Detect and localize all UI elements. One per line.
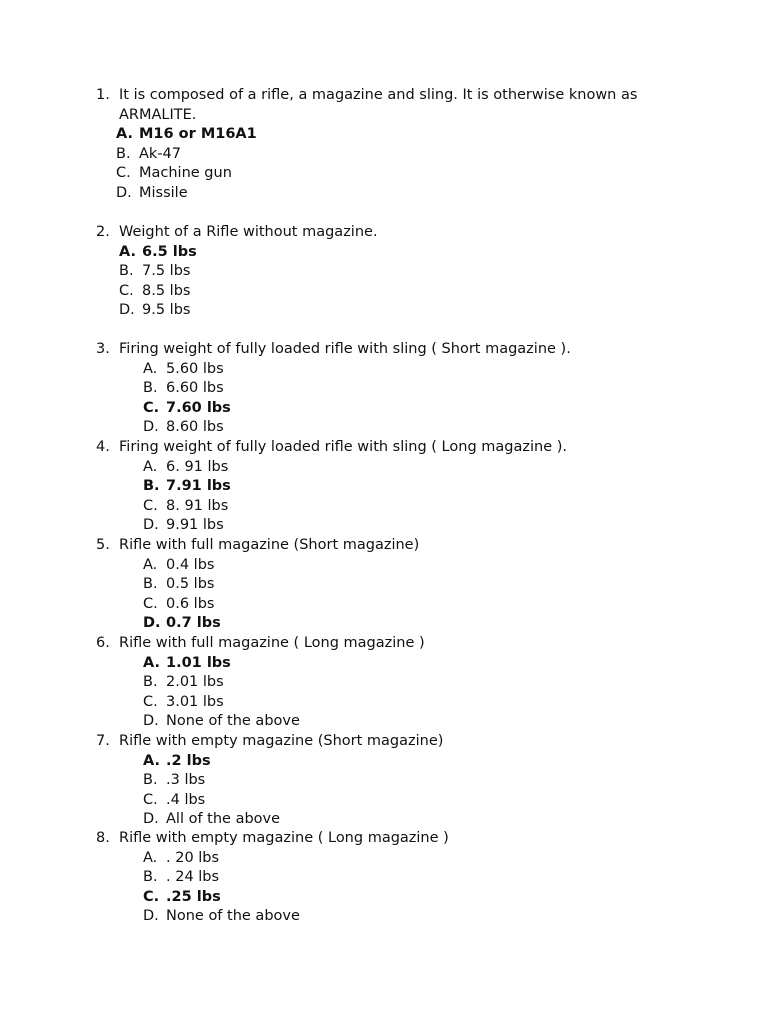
question-text: Firing weight of fully loaded rifle with sling ( Short magazine ). (119, 341, 571, 357)
option-a (143, 654, 696, 674)
option-a (143, 849, 696, 869)
option-text: None of the above (166, 713, 300, 730)
question-4 (96, 438, 696, 536)
option-text: 6. 91 lbs (166, 458, 229, 475)
option-text: All of the above (166, 811, 281, 828)
option-letter: D. (143, 419, 159, 436)
question-number: 8. (96, 830, 110, 846)
option-letter: B. (143, 380, 158, 397)
option-a (143, 752, 696, 772)
option-letter: C. (119, 282, 134, 299)
question-8 (96, 829, 696, 927)
option-letter: C. (143, 888, 160, 905)
option-letter: A. (143, 752, 160, 769)
question-text: It is composed of a rifle, a magazine and sling. It is otherwise known as ARMALITE. (119, 87, 638, 123)
option-letter: A. (143, 654, 160, 671)
option-text: 3.01 lbs (166, 693, 224, 710)
option-text: 0.6 lbs (166, 595, 215, 612)
option-letter: A. (143, 458, 158, 475)
question-text: Rifle with empty magazine (Short magazine) (119, 733, 444, 749)
option-text: . 20 lbs (166, 849, 220, 866)
option-letter: D. (143, 908, 159, 925)
option-text: Machine gun (139, 165, 232, 182)
question-3 (96, 340, 696, 438)
option-text: .4 lbs (166, 791, 206, 808)
option-a (143, 556, 696, 576)
option-letter: B. (143, 576, 158, 593)
option-letter: C. (143, 399, 160, 416)
option-b (143, 868, 696, 888)
option-letter: C. (143, 497, 158, 514)
option-text: 7.5 lbs (142, 263, 191, 280)
option-letter: B. (143, 772, 158, 789)
option-text: Ak-47 (139, 145, 181, 162)
question-number: 5. (96, 537, 110, 553)
option-d (143, 516, 696, 536)
option-text: 5.60 lbs (166, 360, 224, 377)
option-b (119, 262, 696, 282)
option-text: .2 lbs (166, 752, 211, 769)
option-text: 0.5 lbs (166, 576, 215, 593)
option-d (143, 418, 696, 438)
question-1 (96, 86, 696, 203)
question-number: 6. (96, 635, 110, 651)
question-text: Rifle with full magazine ( Long magazine ) (119, 635, 425, 651)
option-letter: A. (143, 556, 158, 573)
option-b (143, 771, 696, 791)
option-c (116, 164, 696, 184)
question-7 (96, 732, 696, 830)
option-letter: A. (116, 126, 133, 142)
option-text: 6.60 lbs (166, 380, 224, 397)
option-b (143, 477, 696, 497)
option-letter: C. (143, 595, 158, 612)
option-c (143, 595, 696, 615)
option-letter: A. (143, 360, 158, 377)
option-c (143, 693, 696, 713)
option-b (143, 379, 696, 399)
option-letter: C. (116, 165, 131, 182)
option-b (143, 673, 696, 693)
option-letter: A. (143, 849, 158, 866)
option-b (143, 575, 696, 595)
option-letter: B. (119, 263, 134, 280)
question-6 (96, 634, 696, 732)
option-text: 8.60 lbs (166, 419, 224, 436)
option-text: 8.5 lbs (142, 282, 191, 299)
question-text: Rifle with empty magazine ( Long magazine ) (119, 830, 449, 846)
question-number: 3. (96, 341, 110, 357)
option-a (143, 360, 696, 380)
option-letter: D. (119, 302, 135, 319)
option-d (116, 184, 696, 204)
option-text: 2.01 lbs (166, 674, 224, 691)
option-text: 9.91 lbs (166, 517, 224, 534)
question-5 (96, 536, 696, 634)
question-number: 1. (96, 87, 110, 103)
option-text: .25 lbs (166, 888, 221, 905)
option-letter: D. (143, 615, 161, 632)
question-text: Rifle with full magazine (Short magazine) (119, 537, 420, 553)
option-text: 8. 91 lbs (166, 497, 229, 514)
option-c (143, 399, 696, 419)
option-letter: B. (143, 869, 158, 886)
option-c (143, 791, 696, 811)
option-text: 9.5 lbs (142, 302, 191, 319)
option-text: .3 lbs (166, 772, 206, 789)
option-d (119, 301, 696, 321)
option-text: 1.01 lbs (166, 654, 231, 671)
question-number: 2. (96, 224, 110, 240)
option-d (143, 907, 696, 927)
option-a (119, 243, 696, 263)
option-letter: B. (143, 478, 160, 495)
question-2 (96, 223, 696, 321)
option-letter: D. (143, 713, 159, 730)
option-letter: B. (143, 674, 158, 691)
option-text: . 24 lbs (166, 869, 220, 886)
option-c (143, 497, 696, 517)
option-text: 0.4 lbs (166, 556, 215, 573)
option-letter: D. (116, 184, 132, 201)
option-letter: A. (119, 243, 136, 260)
option-a (116, 125, 696, 145)
option-letter: D. (143, 517, 159, 534)
option-text: 6.5 lbs (142, 243, 197, 260)
option-d (143, 614, 696, 634)
question-number: 4. (96, 439, 110, 455)
question-text: Weight of a Rifle without magazine. (119, 224, 378, 240)
option-d (143, 712, 696, 732)
option-b (116, 145, 696, 165)
option-letter: C. (143, 693, 158, 710)
option-letter: C. (143, 791, 158, 808)
question-number: 7. (96, 733, 110, 749)
option-text: M16 or M16A1 (139, 126, 257, 142)
option-c (143, 888, 696, 908)
option-c (119, 282, 696, 302)
option-text: 0.7 lbs (166, 615, 221, 632)
question-text: Firing weight of fully loaded rifle with sling ( Long magazine ). (119, 439, 567, 455)
option-letter: D. (143, 811, 159, 828)
option-a (143, 458, 696, 478)
option-d (143, 810, 696, 830)
option-text: 7.91 lbs (166, 478, 231, 495)
option-text: 7.60 lbs (166, 399, 231, 416)
option-text: None of the above (166, 908, 300, 925)
option-text: Missile (139, 184, 188, 201)
option-letter: B. (116, 145, 131, 162)
